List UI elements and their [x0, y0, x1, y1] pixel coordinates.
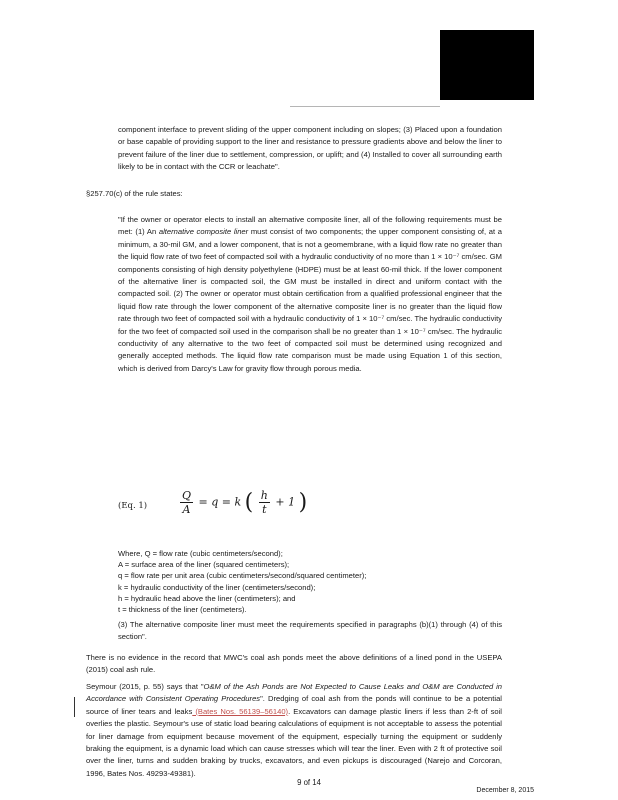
- revision-margin-bar: [74, 697, 75, 717]
- definition-line: A = surface area of the liner (squared centimeters);: [118, 560, 290, 570]
- equation-middle: = q = k: [198, 495, 242, 509]
- quote-part-2: must consist of two components; the upper component consisting of, at a minimum, a 30-mil GM, and a lower component, that is not a geomembrane, with a liquid flow rate no greater than the liquid flow rate of two feet of compacted soil with a hydraulic conductivity of no more than 1 × 10⁻⁷ cm/sec. GM components consisting of high density polyethylene (HDPE) must be at least 60-mil thick. If the lower component of the alternative liner is compacted soil, the GM must be installed in direct and uniform contact with the compacted soil. (2) The owner or operator must obtain certification from a qualified professional engineer that the liquid flow rate through the lower component of the alternative composite liner is no greater than the liquid flow rate through two feet of compacted soil with a hydraulic conductivity of 1 × 10⁻⁷ cm/sec. The hydraulic conductivity for the two feet of compacted soil used in the comparison shall be no greater than 1 × 10⁻⁷ cm/sec. The hydraulic conductivity of any alternative to the two feet of compacted soil must be determined using recognized and generally accepted methods. The liquid flow rate comparison must be made using Equation 1 of this section, which is derived from Darcy's Law for gravity flow through porous media.: [118, 227, 502, 373]
- section-reference: §257.70(c) of the rule states:: [86, 189, 183, 198]
- quote-part-1: "If the owner or operator elects to install an alternative composite liner, all of the following requirements must be met: (1) An: [118, 215, 502, 237]
- definition-line: k = hydraulic conductivity of the liner (centimeters/second);: [118, 582, 316, 592]
- close-paren: ): [298, 490, 308, 515]
- rule-quote: [118, 214, 502, 375]
- lhs-fraction: [180, 489, 193, 516]
- quote-ending: (3) The alternative composite liner must meet the requirements specified in paragraphs (b)(1) through (4) of this section".: [118, 620, 502, 642]
- rhs-fraction: [259, 489, 270, 516]
- header-rule: [290, 106, 440, 107]
- intro-continuation: component interface to prevent sliding of the upper component including on slopes; (3) Placed upon a foundation or base capable of providing support to the liner and resistance to pressure gradients above and below the liner to prevent failure of the liner due to settlement, compression, or uplift; and (4) Installed to cover all surrounding earth likely to be in contact with the CCR or leachate".: [118, 125, 502, 172]
- rhs-numerator: h: [260, 489, 268, 502]
- equation-body: [178, 489, 307, 516]
- lhs-denominator: A: [182, 503, 191, 516]
- definition-line: Where, Q = flow rate (cubic centimeters/second);: [118, 549, 283, 558]
- equation-label: (Eq. 1): [118, 501, 148, 511]
- redaction-block: [440, 30, 534, 100]
- variable-definitions: [118, 548, 502, 615]
- definition-line: h = hydraulic head above the liner (centimeters); and: [118, 593, 296, 603]
- seymour-part-3: . Excavators can damage plastic liners if less than 2-ft of soil overlies the plastic. Seymour's use of static load bearing calculations of equipment is not acceptable to assess the potential for liner damage from equipment because movement of the equipment, especially turning the equipment or suddenly braking the equipment, is a dynamic load which can cause stresses which will tear the liner. Even with 2 ft of protective soil over the liner, turns and sudden braking by trucks, excavators, and even pickups is discouraged (Narejo and Corcoran, 1996, Bates Nos. 49293-49381).: [86, 706, 502, 778]
- seymour-paragraph: [86, 681, 502, 780]
- seymour-part-1: Seymour (2015, p. 55) says that ": [86, 682, 204, 691]
- quote-italic-term: alternative composite liner: [158, 227, 249, 237]
- rhs-denominator: t: [262, 503, 267, 516]
- footer-date: December 8, 2015: [476, 787, 534, 794]
- equation-tail: + 1: [275, 495, 296, 509]
- open-paren: (: [244, 490, 254, 515]
- definition-line: t = thickness of the liner (centimeters).: [118, 605, 247, 615]
- equation-1: [118, 489, 418, 529]
- definition-line: q = flow rate per unit area (cubic centimeters/second/squared centimeter);: [118, 571, 367, 581]
- evidence-paragraph: There is no evidence in the record that MWC's coal ash ponds meet the above definitions of a lined pond in the USEPA (2015) coal ash rule.: [86, 653, 502, 675]
- page-number: 9 of 14: [297, 778, 321, 787]
- seymour-part-2: ". Dredging of coal ash from the ponds will continue to be a potential source of liner tears and leaks: [86, 694, 502, 716]
- lhs-numerator: Q: [182, 489, 192, 502]
- bates-reference-link[interactable]: (Bates Nos. 56139–56140): [192, 706, 289, 716]
- seymour-italic-quote: O&M of the Ash Ponds are Not Expected to Cause Leaks and O&M are Conducted in Accordance with Consistent Operating Procedures: [86, 682, 502, 704]
